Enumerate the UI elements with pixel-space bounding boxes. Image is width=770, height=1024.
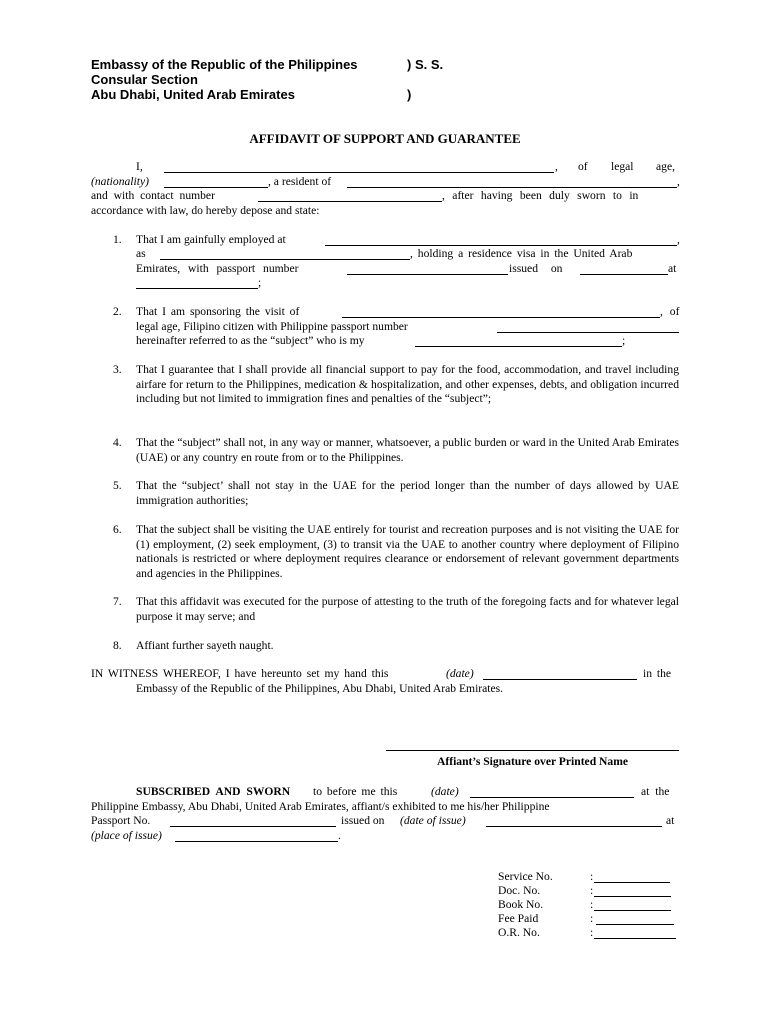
item-2-relation: hereinafter referred to as the “subject” who is my — [136, 334, 365, 347]
issue-place-blank[interactable] — [136, 288, 258, 289]
sworn-date-issue: (date of issue) — [400, 814, 466, 827]
nationality-blank[interactable] — [164, 187, 268, 188]
subject-name-blank[interactable] — [342, 317, 660, 318]
item-5-text: That the “subject’ shall not stay in the UAE for the period longer than the number of days allowed by UAE immigration authorities; — [136, 479, 679, 507]
sworn-heading: SUBSCRIBED AND SWORN — [136, 785, 291, 798]
witness-in-the: in the — [643, 667, 672, 680]
item-7-text: That this affidavit was executed for the purpose of attesting to the truth of the foregoing facts and for whatever legal purpose it may serve; and — [136, 595, 679, 623]
contact-blank[interactable] — [258, 201, 442, 202]
item-7-number: 7. — [113, 595, 122, 608]
item-3-text: That I guarantee that I shall provide all financial support to pay for the food, accommodation, and travel including airfare for return to the Philippines, medication & hospitalization, and other expenses, debts, and obligation incurred including but not limited to immigration fines and penalties of the “subject”; — [136, 363, 679, 405]
meta-fee-label: Fee Paid — [498, 912, 539, 925]
position-blank[interactable] — [160, 259, 410, 260]
sworn-place-label: (place of issue) — [91, 829, 162, 842]
meta-service-label: Service No. — [498, 870, 553, 883]
sworn-issued-on: issued on — [341, 814, 385, 827]
meta-or-colon: : — [590, 926, 594, 939]
item-1-issued: issued on — [509, 262, 563, 275]
intro-legal: legal — [611, 160, 634, 173]
signature-line[interactable] — [386, 750, 679, 751]
item-5-number: 5. — [113, 479, 122, 492]
item-6-text: That the subject shall be visiting the UAE entirely for tourist and recreation purposes and is not visiting the UAE for (1) employment, (2) seek employment, (3) to transit via the UAE to another country where deployment of Filipino nationals is restricted or where deployment requires clearance or endorsement of relevant government departments and agencies in the Philippines. — [136, 523, 679, 580]
sworn-dot: . — [338, 829, 341, 842]
intro-comma: , — [555, 160, 558, 173]
sworn-passport-blank[interactable] — [170, 826, 336, 827]
document-title: AFFIDAVIT OF SUPPORT AND GUARANTEE — [249, 131, 521, 146]
intro-i: I, — [136, 160, 143, 173]
meta-book-colon: : — [590, 898, 594, 911]
subject-passport-blank[interactable] — [497, 332, 679, 333]
passport-number-blank[interactable] — [347, 274, 508, 275]
item-2-of: , of — [660, 305, 680, 318]
item-1-comma: , — [677, 233, 680, 246]
residence-comma: , — [677, 175, 680, 188]
employer-blank[interactable] — [325, 245, 677, 246]
accordance-text: accordance with law, do hereby depose and state: — [91, 204, 320, 217]
meta-fee-blank[interactable] — [596, 924, 674, 925]
item-1-at: at — [668, 262, 677, 275]
meta-book-blank[interactable] — [594, 910, 671, 911]
meta-book-label: Book No. — [498, 898, 544, 911]
header-ss: ) S. S. — [407, 57, 444, 72]
relationship-blank[interactable] — [415, 346, 622, 347]
item-1-visa: , holding a residence visa in the United Arab — [410, 247, 633, 260]
item-2-citizen: legal age, Filipino citizen with Philippine passport number — [136, 320, 408, 333]
meta-doc-colon: : — [590, 884, 594, 897]
witness-embassy: Embassy of the Republic of the Philippines, Abu Dhabi, United Arab Emirates. — [136, 682, 504, 695]
meta-doc-label: Doc. No. — [498, 884, 541, 897]
resident-label: , a resident of — [268, 175, 332, 188]
meta-or-blank[interactable] — [594, 938, 676, 939]
item-1-semicolon: ; — [258, 276, 262, 289]
item-2-sponsoring: That I am sponsoring the visit of — [136, 305, 300, 318]
header-city: Abu Dhabi, United Arab Emirates — [91, 87, 295, 102]
signature-caption: Affiant’s Signature over Printed Name — [436, 755, 629, 768]
sworn-text: , after having been duly sworn to in — [442, 189, 639, 202]
item-2-number: 2. — [113, 305, 122, 318]
meta-service-blank[interactable] — [594, 882, 670, 883]
witness-text: IN WITNESS WHEREOF, I have hereunto set my hand this — [91, 667, 389, 680]
contact-label: and with contact number — [91, 189, 215, 202]
nationality-label: (nationality) — [91, 175, 149, 188]
item-2-semicolon: ; — [622, 334, 626, 347]
sworn-passport: Passport No. — [91, 814, 151, 827]
issue-date-blank[interactable] — [580, 274, 668, 275]
item-1-number: 1. — [113, 233, 122, 246]
name-blank[interactable] — [164, 172, 554, 173]
witness-date-label: (date) — [446, 667, 474, 680]
item-1-as: as — [136, 247, 146, 260]
meta-fee-colon: : — [590, 912, 594, 925]
sworn-before: to before me this — [313, 785, 398, 798]
residence-blank[interactable] — [347, 187, 677, 188]
sworn-at: at — [666, 814, 675, 827]
header-paren: ) — [407, 87, 412, 102]
intro-age: age, — [656, 160, 675, 173]
sworn-line2: Philippine Embassy, Abu Dhabi, United Arab Emirates, affiant/s exhibited to me his/her Philippine — [91, 800, 550, 813]
item-4-text: That the “subject” shall not, in any way or manner, whatsoever, a public burden or ward in the United Arab Emirates (UAE) or any country en route from or to the Philippines. — [136, 436, 679, 464]
item-8-text: Affiant further sayeth naught. — [136, 639, 274, 652]
witness-date-blank[interactable] — [483, 679, 637, 680]
header-embassy: Embassy of the Republic of the Philippines — [91, 57, 358, 72]
item-4-number: 4. — [113, 436, 122, 449]
sworn-at-the: at the — [641, 785, 670, 798]
item-1-passport: Emirates, with passport number — [136, 262, 299, 275]
item-6-number: 6. — [113, 523, 122, 536]
sworn-issue-date-blank[interactable] — [486, 826, 662, 827]
sworn-place-blank[interactable] — [175, 841, 338, 842]
sworn-date-label: (date) — [431, 785, 459, 798]
sworn-date-blank[interactable] — [470, 797, 634, 798]
meta-service-colon: : — [590, 870, 594, 883]
header-consular: Consular Section — [91, 72, 198, 87]
meta-doc-blank[interactable] — [594, 896, 671, 897]
item-1-employed: That I am gainfully employed at — [136, 233, 286, 246]
item-8-number: 8. — [113, 639, 122, 652]
meta-or-label: O.R. No. — [498, 926, 540, 939]
intro-of: of — [578, 160, 588, 173]
item-3-number: 3. — [113, 363, 122, 376]
